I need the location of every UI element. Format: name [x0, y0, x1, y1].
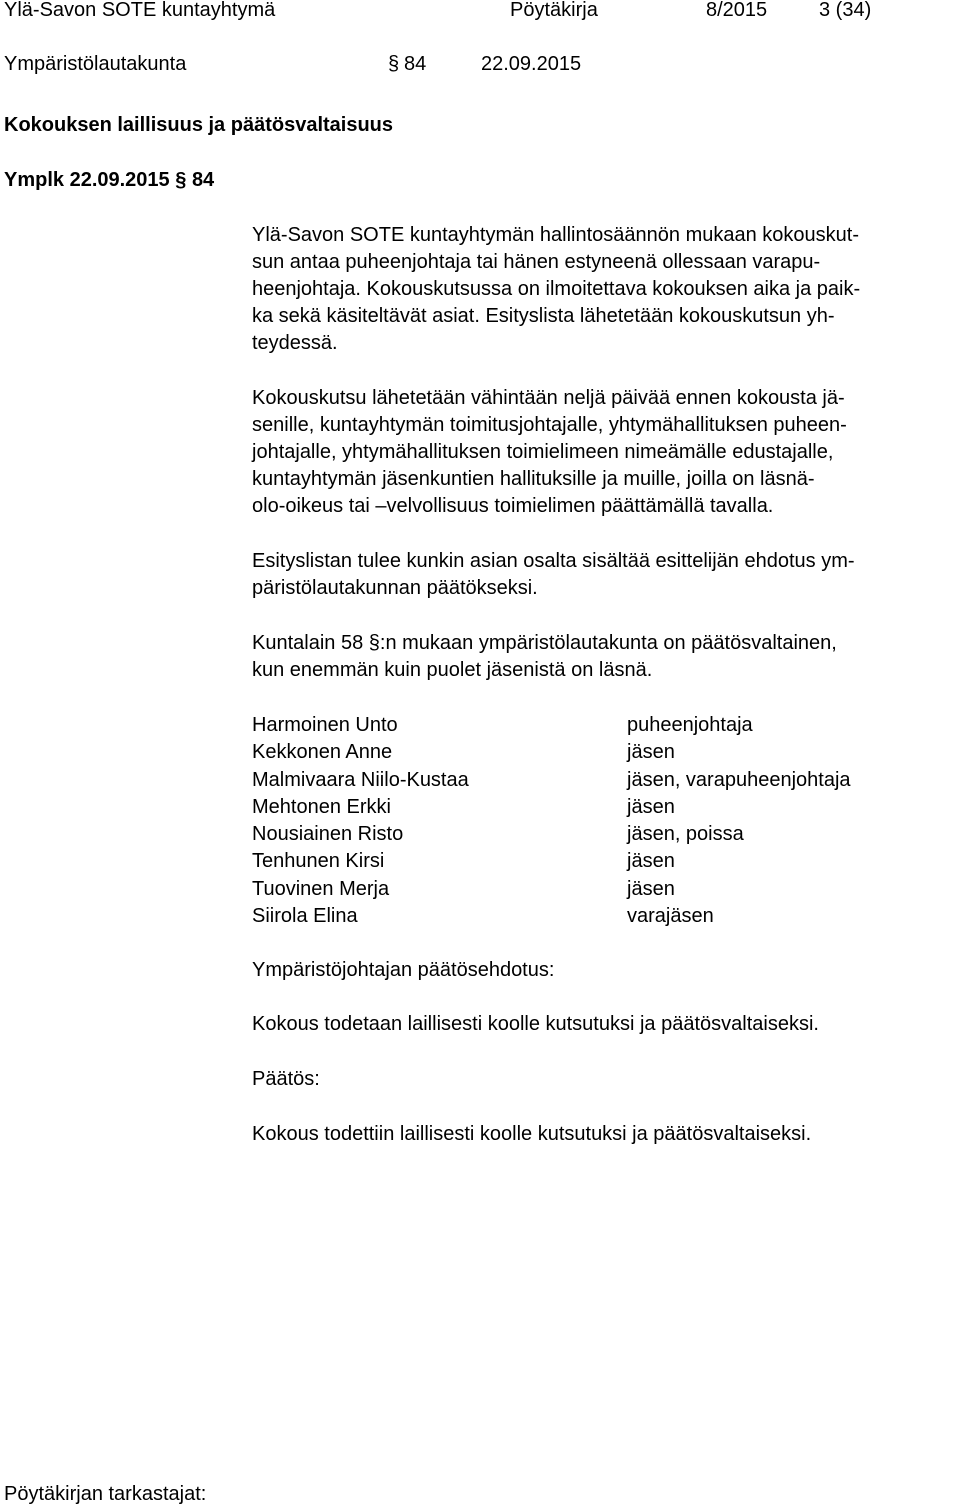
text-line: päristölautakunnan päätökseksi. — [252, 577, 538, 599]
reference-number: 84 — [191, 169, 215, 191]
page-number: 3 (34) — [819, 0, 872, 21]
decision-text: Kokous todettiin laillisesti koolle kutsutuksi ja päätösvaltaiseksi. — [252, 1123, 812, 1145]
member-role: puheenjohtaja — [627, 714, 753, 736]
member-role: jäsen — [627, 850, 675, 873]
paragraph-delivery — [252, 385, 952, 520]
text-line: johtajalle, yhtymähallituksen toimielimeen nimeämälle edustajalle, — [252, 441, 834, 463]
reference-section-sign: § — [175, 169, 187, 191]
member-name: Malmivaara Niilo-Kustaa — [252, 768, 469, 791]
text-fragment: :n mukaan ympäristölautakunta on päätösvaltainen, — [379, 632, 837, 654]
meeting-date: 22.09.2015 — [481, 53, 582, 75]
member-name: Harmoinen Unto — [252, 714, 398, 736]
text-line: teydessä. — [252, 332, 338, 354]
member-name: Kekkonen Anne — [252, 741, 393, 764]
member-name: Nousiainen Risto — [252, 823, 404, 846]
document-type: Pöytäkirja — [510, 0, 598, 21]
text-line: olo-oikeus tai –velvollisuus toimielimen päättämällä tavalla. — [252, 495, 774, 517]
section-number: 84 — [404, 53, 427, 75]
member-role: jäsen — [627, 741, 675, 764]
text-line: Ylä-Savon SOTE kuntayhtymän hallintosäännön mukaan kokouskut- — [252, 224, 860, 246]
member-name: Mehtonen Erkki — [252, 795, 391, 818]
proposal-label: Ympäristöjohtajan päätösehdotus: — [252, 959, 555, 981]
section-sign: § — [368, 632, 380, 654]
text-line: sun antaa puheenjohtaja tai hänen estyneenä ollessaan varapu- — [252, 251, 821, 273]
text-line: Kokouskutsu lähetetään vähintään neljä päivää ennen kokousta jä- — [252, 387, 845, 409]
text-line: kun enemmän kuin puolet jäsenistä on läsnä. — [252, 659, 653, 681]
member-role: jäsen, poissa — [627, 823, 744, 846]
paragraph-quorum — [252, 630, 952, 684]
committee-name: Ympäristölautakunta — [4, 53, 187, 75]
reviewers-label: Pöytäkirjan tarkastajat: — [4, 1483, 207, 1505]
text-fragment: Kuntalain 58 — [252, 632, 369, 654]
member-role: jäsen, varapuheenjohtaja — [627, 768, 851, 791]
section-sign: § — [388, 53, 400, 75]
text-line — [252, 630, 952, 657]
paragraph-agenda — [252, 548, 952, 602]
organization-name: Ylä-Savon SOTE kuntayhtymä — [4, 0, 276, 21]
member-name: Tenhunen Kirsi — [252, 850, 385, 873]
member-role: varajäsen — [627, 905, 714, 928]
reference-prefix: Ymplk 22.09.2015 — [4, 169, 170, 191]
text-line: ka sekä käsiteltävät asiat. Esityslista lähetetään kokouskutsun yh- — [252, 305, 835, 327]
proposal-text: Kokous todetaan laillisesti koolle kutsutuksi ja päätösvaltaiseksi. — [252, 1013, 819, 1035]
member-role: jäsen — [627, 877, 675, 900]
paragraph-invitation — [252, 222, 952, 357]
member-name: Siirola Elina — [252, 905, 358, 928]
text-line: senille, kuntayhtymän toimitusjohtajalle, yhtymähallituksen puheen- — [252, 414, 847, 436]
text-line: heenjohtaja. Kokouskutsussa on ilmoitettava kokouksen aika ja paik- — [252, 278, 861, 300]
decision-label: Päätös: — [252, 1068, 320, 1090]
section-title: Kokouksen laillisuus ja päätösvaltaisuus — [4, 114, 394, 136]
member-role: jäsen — [627, 795, 675, 818]
document-number: 8/2015 — [706, 0, 768, 21]
reference-line — [4, 168, 214, 192]
text-line: kuntayhtymän jäsenkuntien hallituksille ja muille, joilla on läsnä- — [252, 468, 815, 490]
member-name: Tuovinen Merja — [252, 877, 390, 900]
text-line: Esityslistan tulee kunkin asian osalta sisältää esittelijän ehdotus ym- — [252, 550, 855, 572]
